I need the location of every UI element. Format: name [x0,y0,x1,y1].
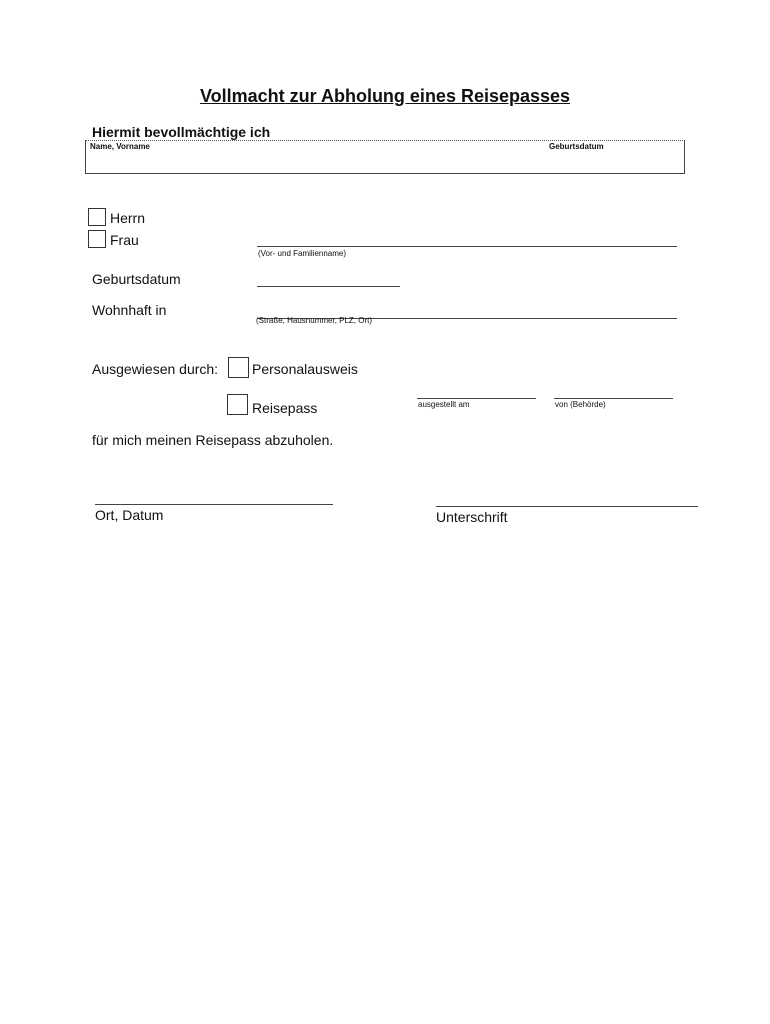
fullname-caption: (Vor- und Familienname) [258,249,347,258]
authority-caption: von (Behörde) [555,400,606,409]
section-heading: Hiermit bevollmächtige ich [92,124,271,140]
place-date-line[interactable] [95,504,333,505]
name-label: Name, Vorname [90,142,150,151]
birthdate-line[interactable] [257,286,400,287]
place-date-label: Ort, Datum [95,507,164,523]
fullname-line[interactable] [257,246,677,247]
name-dob-box[interactable] [85,140,685,174]
signature-label: Unterschrift [436,509,508,525]
identification-label: Ausgewiesen durch: [92,361,219,377]
authority-line[interactable] [554,398,673,399]
dob-label: Geburtsdatum [549,142,604,151]
checkbox-herrn[interactable] [88,208,106,226]
address-caption: (Straße, Hausnummer, PLZ, Ort) [256,316,373,325]
residence-label: Wohnhaft in [92,302,167,318]
issued-date-line[interactable] [417,398,536,399]
label-frau: Frau [110,232,139,248]
checkbox-personalausweis[interactable] [228,357,249,378]
label-herrn: Herrn [110,210,146,226]
issued-caption: ausgestellt am [418,400,470,409]
document-title: Vollmacht zur Abholung eines Reisepasses [199,86,571,106]
label-personalausweis: Personalausweis [252,361,358,377]
checkbox-frau[interactable] [88,230,106,248]
purpose-text: für mich meinen Reisepass abzuholen. [92,432,334,448]
birthdate-label: Geburtsdatum [92,271,181,287]
label-reisepass: Reisepass [252,400,318,416]
checkbox-reisepass[interactable] [227,394,248,415]
signature-line[interactable] [436,506,698,507]
